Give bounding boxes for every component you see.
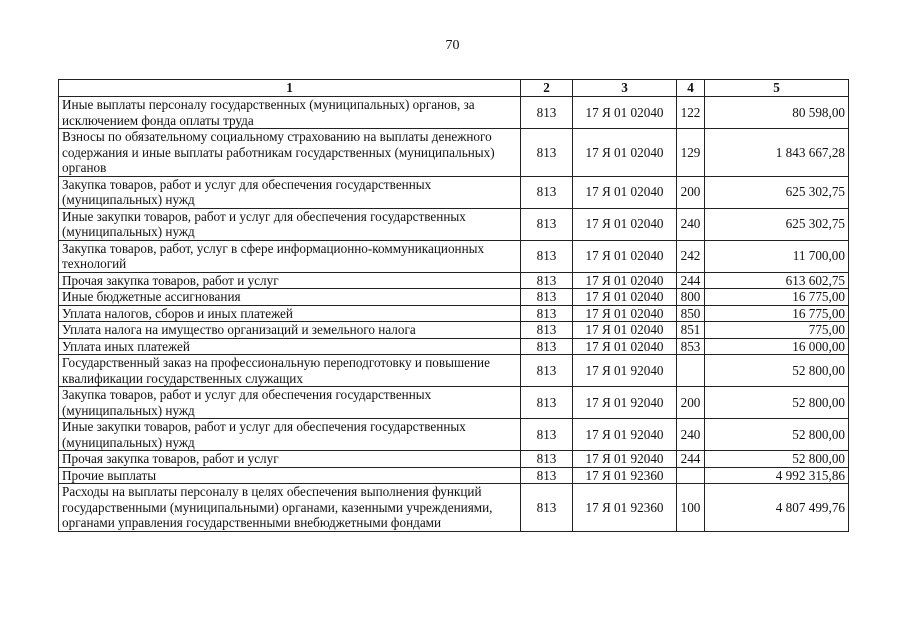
- row-dept: 813: [521, 467, 573, 484]
- row-amount: 1 843 667,28: [705, 129, 849, 177]
- header-col-2: 2: [521, 80, 573, 97]
- row-amount: 613 602,75: [705, 272, 849, 289]
- row-dept: 813: [521, 305, 573, 322]
- table-row: [59, 419, 849, 451]
- row-vr: 800: [677, 289, 705, 306]
- row-dept: 813: [521, 240, 573, 272]
- row-vr: 850: [677, 305, 705, 322]
- row-csr: 17 Я 01 02040: [573, 129, 677, 177]
- row-name: Уплата налога на имущество организаций и земельного налога: [59, 322, 521, 339]
- row-csr: 17 Я 01 02040: [573, 289, 677, 306]
- row-vr: 242: [677, 240, 705, 272]
- row-csr: 17 Я 01 02040: [573, 322, 677, 339]
- header-col-5: 5: [705, 80, 849, 97]
- row-name: Расходы на выплаты персоналу в целях обеспечения выполнения функций государственными (муниципальными) органами, казенными учреждениями, органами управления государственными внебюджетными фондами: [59, 484, 521, 532]
- row-csr: 17 Я 01 92360: [573, 467, 677, 484]
- row-csr: 17 Я 01 02040: [573, 338, 677, 355]
- row-amount: 52 800,00: [705, 451, 849, 468]
- row-amount: 16 775,00: [705, 305, 849, 322]
- table-row: [59, 467, 849, 484]
- table-row: [59, 289, 849, 306]
- row-amount: 16 775,00: [705, 289, 849, 306]
- row-dept: 813: [521, 338, 573, 355]
- row-dept: 813: [521, 97, 573, 129]
- row-amount: 625 302,75: [705, 176, 849, 208]
- header-col-3: 3: [573, 80, 677, 97]
- row-csr: 17 Я 01 02040: [573, 305, 677, 322]
- row-dept: 813: [521, 208, 573, 240]
- row-vr: 853: [677, 338, 705, 355]
- row-name: Уплата иных платежей: [59, 338, 521, 355]
- row-vr: 851: [677, 322, 705, 339]
- row-csr: 17 Я 01 92040: [573, 355, 677, 387]
- row-amount: 16 000,00: [705, 338, 849, 355]
- row-vr: 200: [677, 387, 705, 419]
- row-amount: 4 807 499,76: [705, 484, 849, 532]
- table-row: [59, 387, 849, 419]
- row-amount: 11 700,00: [705, 240, 849, 272]
- row-vr: 244: [677, 272, 705, 289]
- row-amount: 775,00: [705, 322, 849, 339]
- row-amount: 80 598,00: [705, 97, 849, 129]
- page-number: 70: [445, 38, 460, 53]
- row-csr: 17 Я 01 02040: [573, 240, 677, 272]
- header-col-1: 1: [59, 80, 521, 97]
- header-col-4: 4: [677, 80, 705, 97]
- row-amount: 4 992 315,86: [705, 467, 849, 484]
- table-header-row: [59, 80, 849, 97]
- row-name: Прочие выплаты: [59, 467, 521, 484]
- row-vr: [677, 355, 705, 387]
- row-name: Взносы по обязательному социальному страхованию на выплаты денежного содержания и иные выплаты работникам государственных (муниципальных) органов: [59, 129, 521, 177]
- row-name: Прочая закупка товаров, работ и услуг: [59, 272, 521, 289]
- row-vr: [677, 467, 705, 484]
- row-csr: 17 Я 01 92040: [573, 419, 677, 451]
- row-vr: 240: [677, 208, 705, 240]
- table-row: [59, 208, 849, 240]
- table-row: [59, 451, 849, 468]
- row-amount: 52 800,00: [705, 419, 849, 451]
- row-vr: 100: [677, 484, 705, 532]
- table-row: [59, 484, 849, 532]
- row-name: Уплата налогов, сборов и иных платежей: [59, 305, 521, 322]
- row-dept: 813: [521, 176, 573, 208]
- row-vr: 200: [677, 176, 705, 208]
- row-name: Иные закупки товаров, работ и услуг для обеспечения государственных (муниципальных) нужд: [59, 419, 521, 451]
- row-vr: 244: [677, 451, 705, 468]
- row-name: Иные закупки товаров, работ и услуг для обеспечения государственных (муниципальных) нужд: [59, 208, 521, 240]
- row-name: Государственный заказ на профессиональную переподготовку и повышение квалификации государственных служащих: [59, 355, 521, 387]
- table-row: [59, 129, 849, 177]
- table-row: [59, 97, 849, 129]
- row-csr: 17 Я 01 92040: [573, 451, 677, 468]
- row-amount: 625 302,75: [705, 208, 849, 240]
- table-row: [59, 240, 849, 272]
- row-vr: 122: [677, 97, 705, 129]
- row-dept: 813: [521, 419, 573, 451]
- budget-table: [58, 79, 849, 532]
- row-csr: 17 Я 01 02040: [573, 208, 677, 240]
- row-name: Закупка товаров, работ, услуг в сфере информационно-коммуникационных технологий: [59, 240, 521, 272]
- row-dept: 813: [521, 272, 573, 289]
- row-amount: 52 800,00: [705, 355, 849, 387]
- row-csr: 17 Я 01 02040: [573, 272, 677, 289]
- table-row: [59, 176, 849, 208]
- row-name: Иные бюджетные ассигнования: [59, 289, 521, 306]
- row-csr: 17 Я 01 92360: [573, 484, 677, 532]
- row-vr: 129: [677, 129, 705, 177]
- row-dept: 813: [521, 129, 573, 177]
- row-csr: 17 Я 01 02040: [573, 176, 677, 208]
- row-name: Прочая закупка товаров, работ и услуг: [59, 451, 521, 468]
- row-dept: 813: [521, 289, 573, 306]
- table-row: [59, 338, 849, 355]
- row-name: Закупка товаров, работ и услуг для обеспечения государственных (муниципальных) нужд: [59, 176, 521, 208]
- row-dept: 813: [521, 451, 573, 468]
- table-row: [59, 272, 849, 289]
- table-row: [59, 355, 849, 387]
- row-vr: 240: [677, 419, 705, 451]
- row-name: Иные выплаты персоналу государственных (муниципальных) органов, за исключением фонда оплаты труда: [59, 97, 521, 129]
- row-csr: 17 Я 01 92040: [573, 387, 677, 419]
- row-csr: 17 Я 01 02040: [573, 97, 677, 129]
- row-amount: 52 800,00: [705, 387, 849, 419]
- table-row: [59, 305, 849, 322]
- row-dept: 813: [521, 355, 573, 387]
- table-row: [59, 322, 849, 339]
- row-dept: 813: [521, 484, 573, 532]
- row-dept: 813: [521, 322, 573, 339]
- row-dept: 813: [521, 387, 573, 419]
- row-name: Закупка товаров, работ и услуг для обеспечения государственных (муниципальных) нужд: [59, 387, 521, 419]
